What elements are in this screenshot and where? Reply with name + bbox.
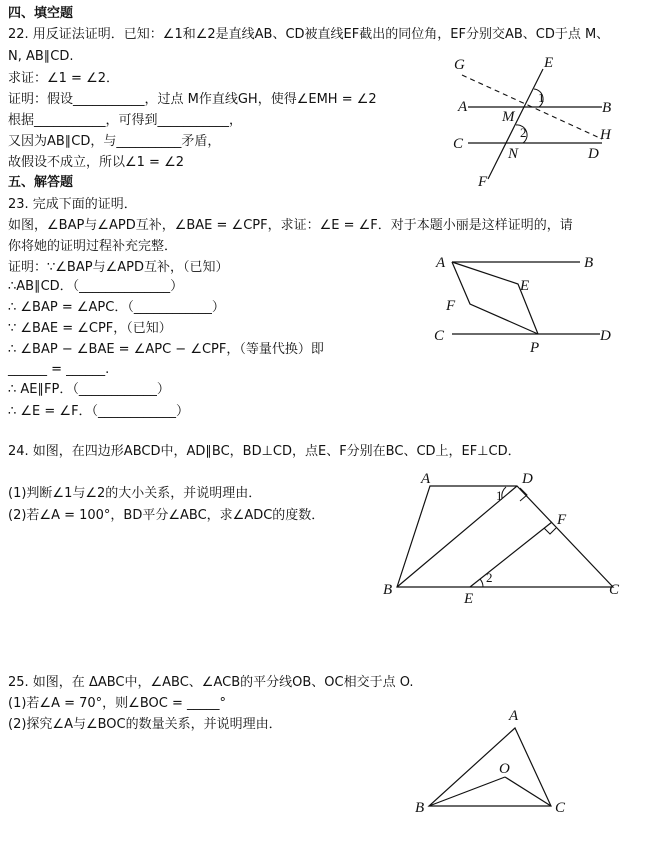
q23-figure: [430, 250, 620, 355]
q23-path-afp: [452, 262, 538, 334]
q23-line8: ∴ ∠BAP − ∠BAE = ∠APC − ∠CPF，（等量代换）即: [8, 342, 324, 357]
q23-line5: ∴AB∥CD．（______________）: [8, 279, 184, 294]
q23-line10: ∴ AE∥FP．（____________）: [8, 382, 170, 397]
q22-line1: 22. 用反证法证明．已知：∠1和∠2是直线AB、CD被直线EF截出的同位角，EF分别交AB、CD于点 M、: [8, 27, 610, 42]
q22-label-b: B: [602, 100, 612, 116]
q22-label-h: H: [600, 127, 611, 143]
q24-line2: (1)判断∠1与∠2的大小关系，并说明理由．: [8, 486, 262, 501]
q22-label-e: E: [544, 55, 554, 71]
q24-label-angle2: 2: [486, 570, 493, 585]
q22-label-d: D: [588, 146, 599, 162]
q23-label-b: B: [584, 255, 594, 271]
q24-label-e: E: [464, 591, 474, 607]
q22-line-ef: [488, 69, 543, 179]
q22-label-f: F: [478, 174, 488, 190]
q24-line1: 24. 如图，在四边形ABCD中，AD∥BC，BD⊥CD，点E、F分别在BC、CD上，EF⊥CD．: [8, 444, 521, 459]
q25-line1: 25. 如图，在 ΔABC中，∠ABC、∠ACB的平分线OB、OC相交于点 O.: [8, 675, 414, 690]
q23-line3: 你将她的证明过程补充完整．: [8, 239, 178, 254]
q23-line9: ______ = ______.: [8, 362, 110, 377]
q24-label-f: F: [557, 512, 567, 528]
q24-quadrilateral: [397, 486, 613, 587]
q22-label-m: M: [502, 109, 515, 125]
q24-label-c: C: [609, 582, 620, 598]
q25-line2: (1)若∠A = 70°，则∠BOC = _____°: [8, 696, 226, 711]
q22-line2: N, AB∥CD.: [8, 49, 74, 64]
q22-label-c: C: [453, 136, 464, 152]
q24-angle2-arc: [480, 579, 483, 587]
q22-label-angle2: 2: [520, 125, 527, 140]
q23-line11: ∴ ∠E = ∠F．（____________）: [8, 404, 190, 419]
q23-label-p: P: [530, 340, 540, 356]
q23-line4: 证明：∵∠BAP与∠APD互补，（已知）: [8, 260, 229, 275]
q22-label-n: N: [508, 146, 519, 162]
q22-line3: 求证：∠1 = ∠2．: [8, 71, 120, 86]
q25-bisector-ob: [429, 777, 505, 806]
q22-label-a: A: [458, 99, 468, 115]
q22-line6: 又因为AB∥CD，与__________矛盾，: [8, 134, 221, 149]
q25-label-a: A: [509, 708, 519, 724]
q24-label-angle1: 1: [496, 488, 503, 503]
q22-figure: [440, 55, 630, 195]
q25-line3: (2)探究∠A与∠BOC的数量关系，并说明理由．: [8, 717, 282, 732]
q24-line3: (2)若∠A = 100°，BD平分∠ABC，求∠ADC的度数．: [8, 508, 325, 523]
q23-label-e: E: [520, 278, 530, 294]
q24-segment-ef: [470, 522, 552, 587]
q23-label-a: A: [436, 255, 446, 271]
q22-line4: 证明：假设___________，过点 M作直线GH，使得∠EMH = ∠2: [8, 92, 377, 107]
q23-path-aep: [452, 262, 538, 334]
q22-line7: 故假设不成立，所以∠1 = ∠2: [8, 155, 185, 170]
q25-figure: [405, 700, 585, 825]
q23-line1: 23. 完成下面的证明．: [8, 197, 137, 212]
q24-figure: [380, 470, 640, 610]
q25-label-c: C: [555, 800, 566, 816]
q24-label-b: B: [383, 582, 393, 598]
q22-line5: 根据___________，可得到___________，: [8, 113, 243, 128]
q22-label-g: G: [454, 57, 465, 73]
q23-label-f: F: [446, 298, 456, 314]
section-answer-title: 五、解答题: [8, 175, 74, 190]
q23-label-c: C: [434, 328, 445, 344]
section-fill-title: 四、填空题: [8, 6, 74, 21]
q22-label-angle1: 1: [538, 90, 545, 105]
q23-line2: 如图，∠BAP与∠APD互补，∠BAE = ∠CPF，求证：∠E = ∠F．对于本题小丽是这样证明的，请: [8, 218, 573, 233]
q24-label-d: D: [522, 471, 533, 487]
q23-label-d: D: [600, 328, 611, 344]
q23-line6: ∴ ∠BAP = ∠APC．（____________）: [8, 300, 225, 315]
q25-label-b: B: [415, 800, 425, 816]
q23-line7: ∵ ∠BAE = ∠CPF，（已知）: [8, 321, 172, 336]
q24-right-angle-f: [544, 528, 556, 534]
q24-label-a: A: [421, 471, 431, 487]
q25-label-o: O: [499, 761, 510, 777]
